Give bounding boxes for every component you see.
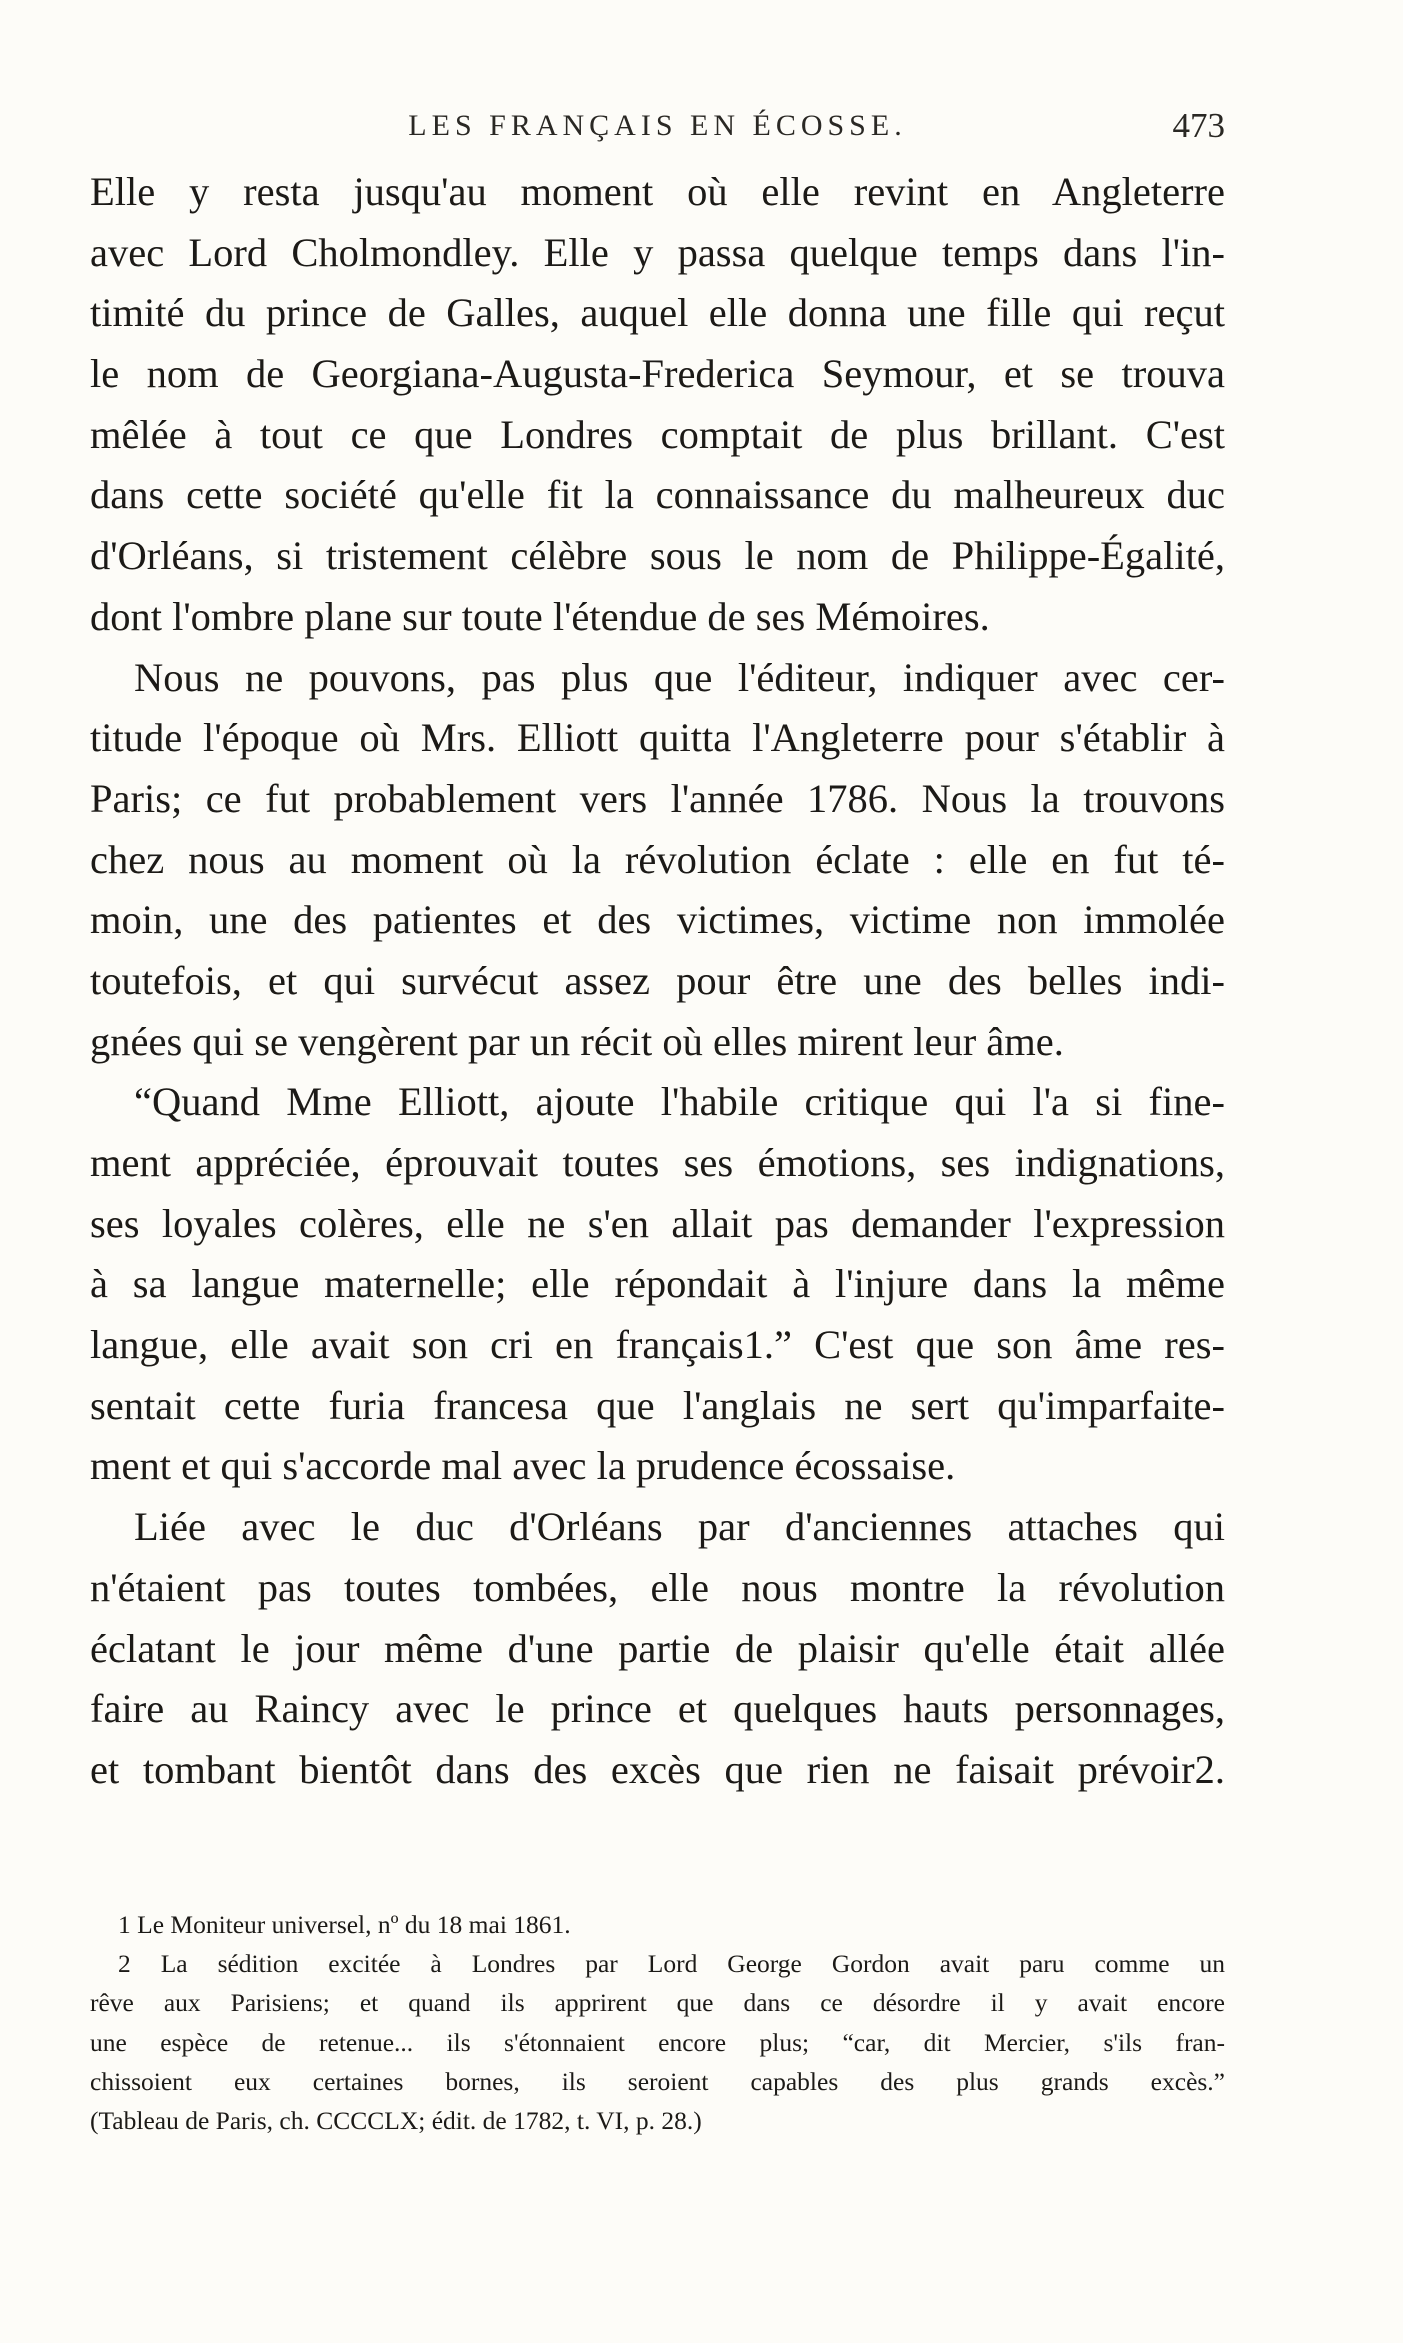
text-line: faire au Raincy avec le prince et quelques hauts personnages, [90, 1686, 1225, 1732]
footnote-line: une espèce de retenue... ils s'étonnaient encore plus; “car, dit Mercier, s'ils fran- [90, 2027, 1225, 2057]
page-number: 473 [1172, 106, 1225, 145]
text-line: langue, elle avait son cri en français1.” C'est que son âme res- [90, 1322, 1225, 1368]
text-line: Liée avec le duc d'Orléans par d'anciennes attaches qui [134, 1504, 1225, 1550]
text-line: ses loyales colères, elle ne s'en allait pas demander l'expression [90, 1200, 1225, 1246]
footnote-line: (Tableau de Paris, ch. CCCCLX; édit. de 1782, t. VI, p. 28.) [90, 2105, 702, 2135]
text-line: “Quand Mme Elliott, ajoute l'habile critique qui l'a si fine- [134, 1079, 1225, 1125]
footnote-line: 2 La sédition excitée à Londres par Lord George Gordon avait paru comme un [118, 1949, 1225, 1979]
text-line: et tombant bientôt dans des excès que rien ne faisait prévoir2. [90, 1746, 1225, 1792]
text-line: Nous ne pouvons, pas plus que l'éditeur, indiquer avec cer- [134, 654, 1225, 700]
text-line: mêlée à tout ce que Londres comptait de plus brillant. C'est [90, 411, 1225, 457]
footnote-line: chissoient eux certaines bornes, ils seroient capables des plus grands excès.” [90, 2066, 1225, 2096]
text-line: titude l'époque où Mrs. Elliott quitta l'Angleterre pour s'établir à [90, 715, 1225, 761]
text-line: n'étaient pas toutes tombées, elle nous montre la révolution [90, 1564, 1225, 1610]
text-line: dans cette société qu'elle fit la connaissance du malheureux duc [90, 472, 1225, 518]
text-line: à sa langue maternelle; elle répondait à l'injure dans la même [90, 1261, 1225, 1307]
text-line: Paris; ce fut probablement vers l'année 1786. Nous la trouvons [90, 775, 1225, 821]
text-line: gnées qui se vengèrent par un récit où elles mirent leur âme. [90, 1018, 1064, 1064]
running-title: LES FRANÇAIS EN ÉCOSSE. [408, 109, 907, 142]
text-line: sentait cette furia francesa que l'anglais ne sert qu'imparfaite- [90, 1382, 1225, 1428]
text-line: Elle y resta jusqu'au moment où elle revint en Angleterre [90, 169, 1225, 214]
text-line: dont l'ombre plane sur toute l'étendue de ses Mémoires. [90, 593, 990, 639]
text-line: moin, une des patientes et des victimes, victime non immolée [90, 897, 1225, 943]
text-line: ment et qui s'accorde mal avec la prudence écossaise. [90, 1443, 956, 1489]
text-line: chez nous au moment où la révolution éclate : elle en fut té- [90, 836, 1225, 882]
footnote-line: 1 Le Moniteur universel, nº du 18 mai 1861. [118, 1910, 571, 1939]
running-head [90, 106, 1225, 146]
text-line: d'Orléans, si tristement célèbre sous le nom de Philippe-Égalité, [90, 533, 1225, 579]
text-line: toutefois, et qui survécut assez pour être une des belles indi- [90, 957, 1225, 1003]
body-text [90, 162, 1225, 1801]
text-line: timité du prince de Galles, auquel elle donna une fille qui reçut [90, 290, 1225, 336]
text-line: ment appréciée, éprouvait toutes ses émotions, ses indignations, [90, 1140, 1225, 1185]
footnote-line: rêve aux Parisiens; et quand ils apprirent que dans ce désordre il y avait encore [90, 1988, 1225, 2018]
text-line: le nom de Georgiana-Augusta-Frederica Seymour, et se trouva [90, 351, 1225, 397]
text-line: avec Lord Cholmondley. Elle y passa quelque temps dans l'in- [90, 229, 1225, 275]
text-line: éclatant le jour même d'une partie de plaisir qu'elle était allée [90, 1625, 1225, 1671]
footnotes [90, 1905, 1225, 2140]
